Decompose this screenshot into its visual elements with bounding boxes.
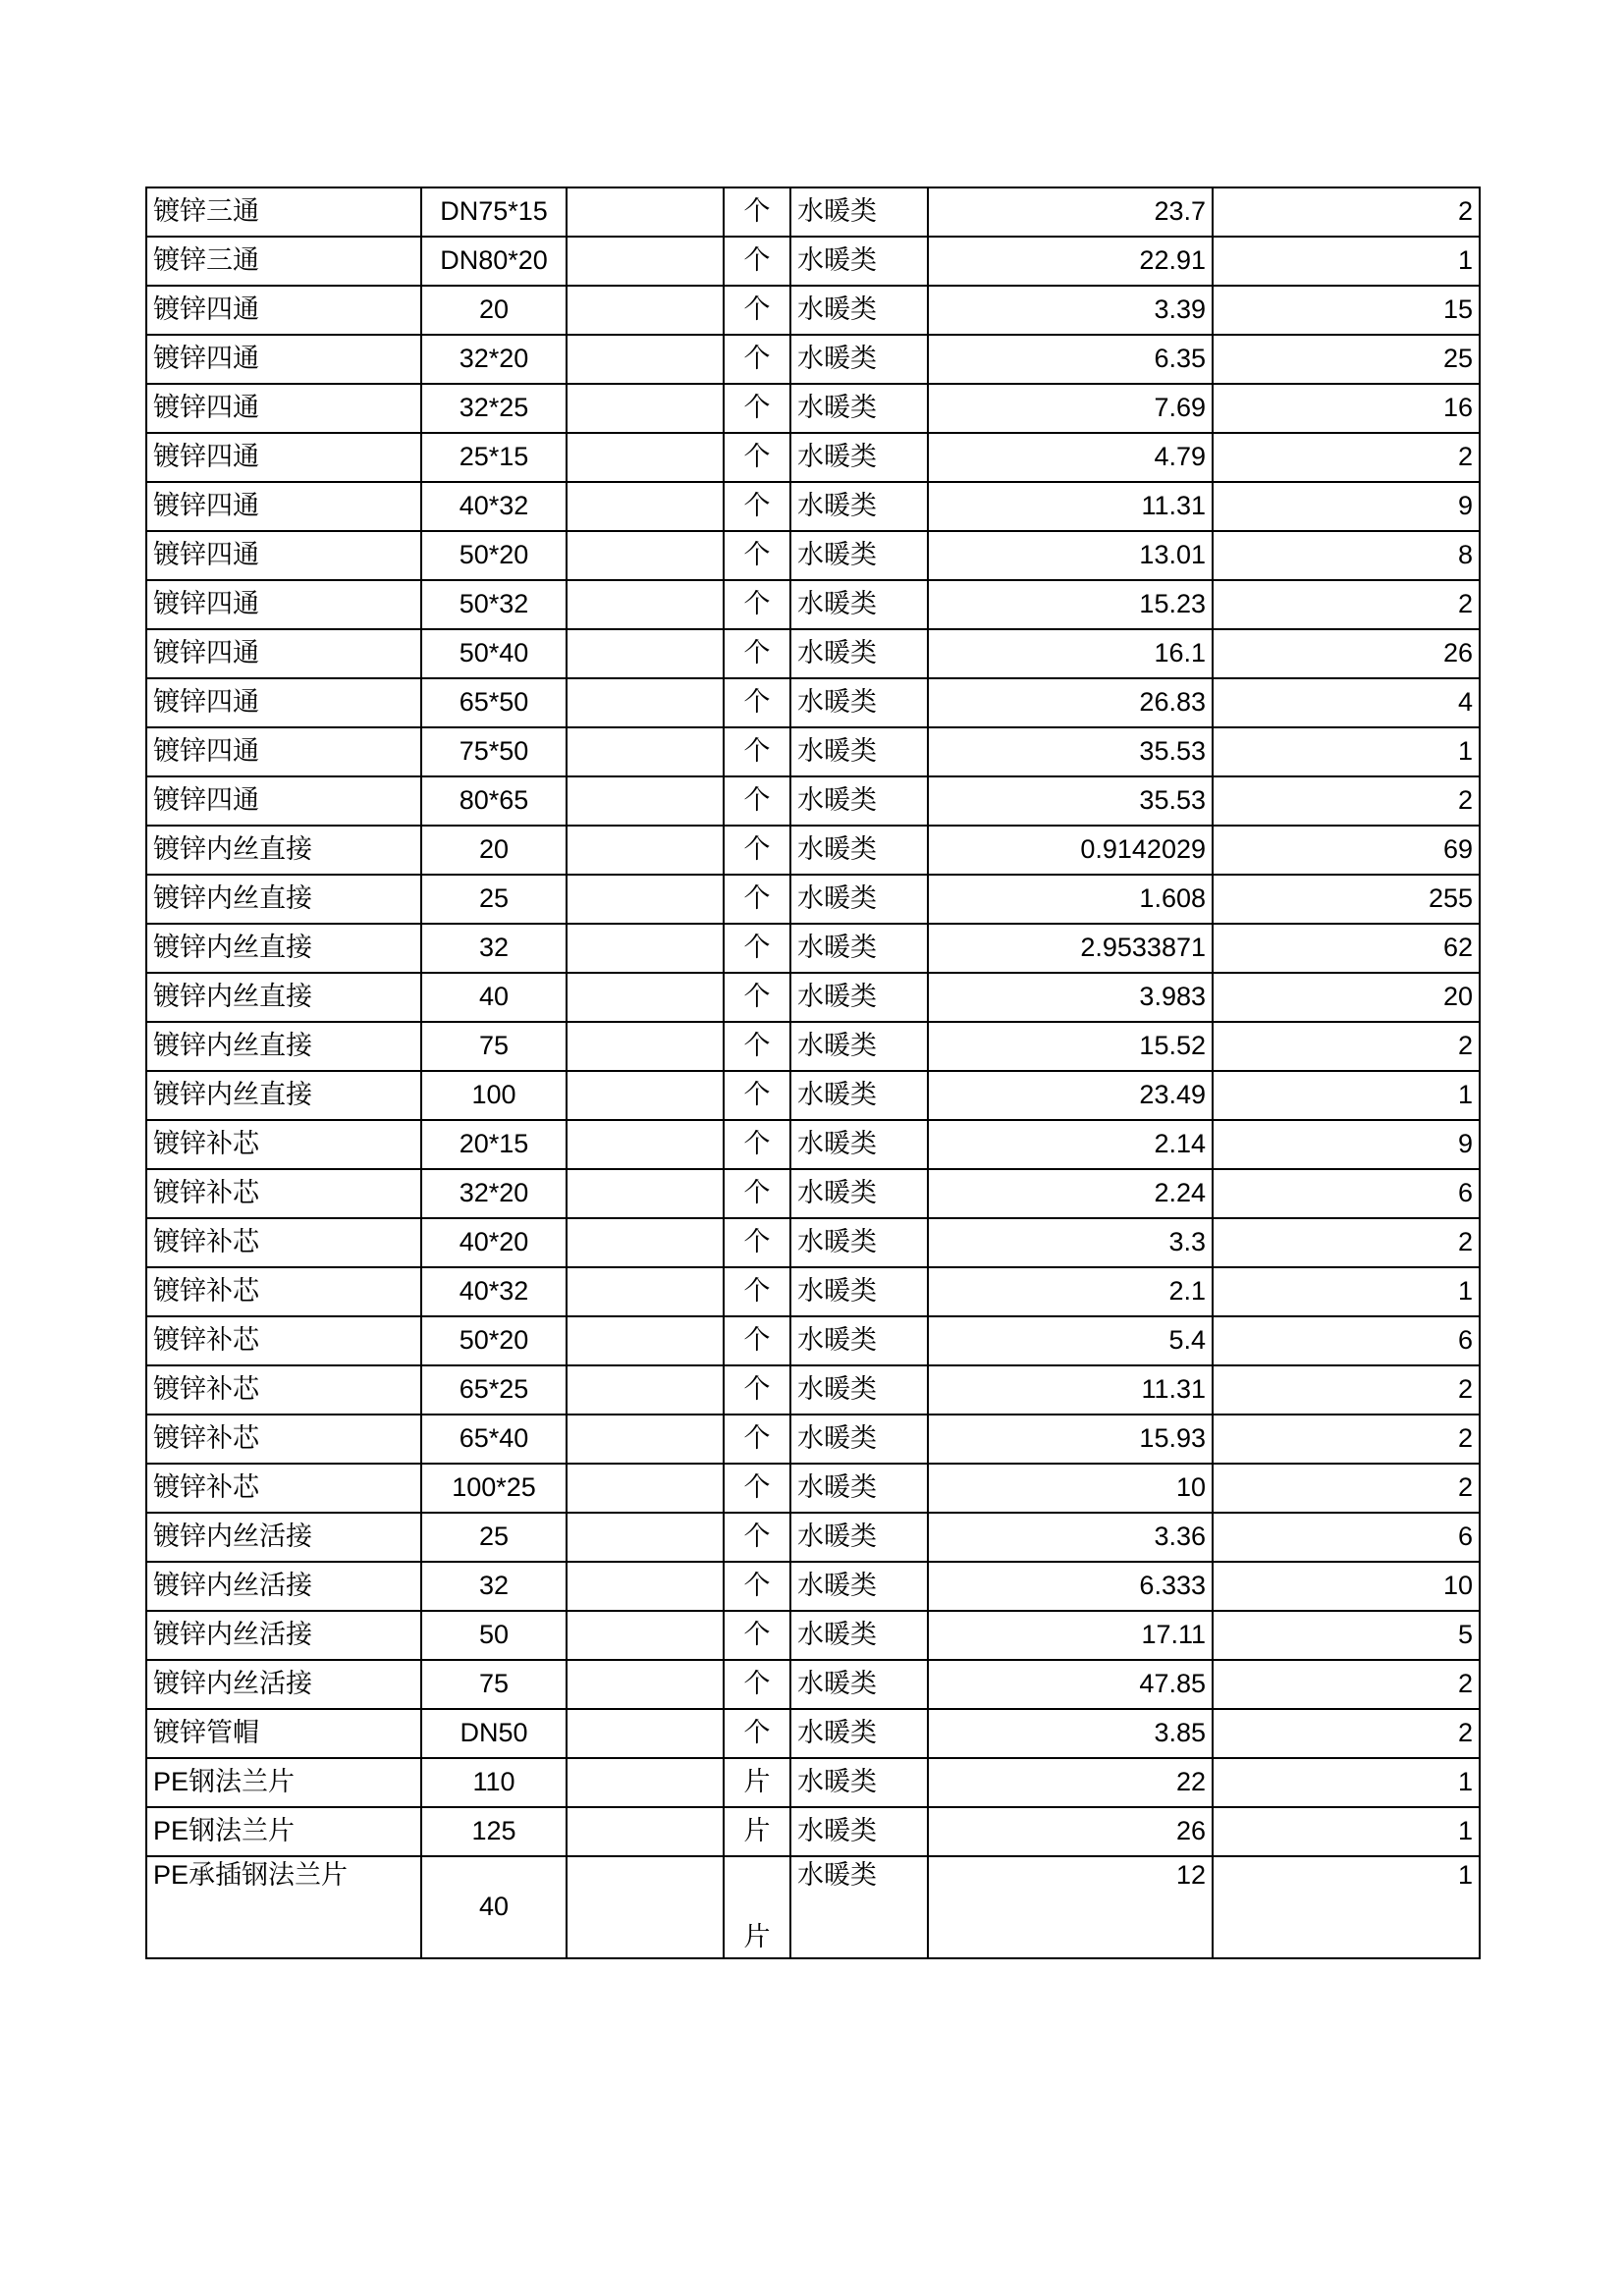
cell-spec: 40*32 xyxy=(421,482,567,531)
cell-quantity: 1 xyxy=(1213,1807,1480,1856)
cell-quantity: 62 xyxy=(1213,924,1480,973)
cell-category: 水暖类 xyxy=(790,335,928,384)
cell-item-name: 镀锌四通 xyxy=(146,286,421,335)
cell-price: 10 xyxy=(928,1464,1213,1513)
cell-spec: 75*50 xyxy=(421,727,567,776)
table-row xyxy=(146,1415,1480,1464)
table-row xyxy=(146,1022,1480,1071)
cell-spec: DN75*15 xyxy=(421,187,567,237)
cell-item-name: 镀锌内丝直接 xyxy=(146,973,421,1022)
cell-price: 47.85 xyxy=(928,1660,1213,1709)
cell-blank xyxy=(567,1120,724,1169)
cell-quantity: 9 xyxy=(1213,1120,1480,1169)
cell-category: 水暖类 xyxy=(790,727,928,776)
cell-price: 1.608 xyxy=(928,875,1213,924)
cell-blank xyxy=(567,531,724,580)
cell-blank xyxy=(567,1562,724,1611)
table-row xyxy=(146,1611,1480,1660)
cell-quantity: 2 xyxy=(1213,1660,1480,1709)
cell-blank xyxy=(567,580,724,629)
cell-spec: 50*32 xyxy=(421,580,567,629)
cell-price: 3.983 xyxy=(928,973,1213,1022)
cell-quantity: 16 xyxy=(1213,384,1480,433)
cell-item-name: PE钢法兰片 xyxy=(146,1807,421,1856)
cell-spec: 25*15 xyxy=(421,433,567,482)
cell-price: 22 xyxy=(928,1758,1213,1807)
cell-quantity: 20 xyxy=(1213,973,1480,1022)
cell-category: 水暖类 xyxy=(790,1660,928,1709)
cell-unit: 片 xyxy=(724,1856,790,1958)
cell-price: 12 xyxy=(928,1856,1213,1958)
cell-price: 13.01 xyxy=(928,531,1213,580)
cell-blank xyxy=(567,1856,724,1958)
table-row xyxy=(146,1169,1480,1218)
cell-spec: 32*20 xyxy=(421,1169,567,1218)
cell-blank xyxy=(567,1022,724,1071)
cell-quantity: 15 xyxy=(1213,286,1480,335)
cell-spec: 40 xyxy=(421,973,567,1022)
cell-item-name: 镀锌内丝活接 xyxy=(146,1562,421,1611)
table-row xyxy=(146,1562,1480,1611)
cell-category: 水暖类 xyxy=(790,1267,928,1316)
cell-category: 水暖类 xyxy=(790,678,928,727)
cell-spec: 40 xyxy=(421,1856,567,1958)
cell-price: 7.69 xyxy=(928,384,1213,433)
cell-unit: 个 xyxy=(724,286,790,335)
cell-blank xyxy=(567,924,724,973)
table-row xyxy=(146,973,1480,1022)
cell-category: 水暖类 xyxy=(790,286,928,335)
cell-price: 3.85 xyxy=(928,1709,1213,1758)
table-row xyxy=(146,1856,1480,1958)
cell-price: 6.333 xyxy=(928,1562,1213,1611)
cell-quantity: 1 xyxy=(1213,1856,1480,1958)
cell-spec: 20 xyxy=(421,826,567,875)
table-row xyxy=(146,1071,1480,1120)
cell-quantity: 6 xyxy=(1213,1316,1480,1365)
cell-unit: 个 xyxy=(724,1562,790,1611)
cell-item-name: 镀锌补芯 xyxy=(146,1464,421,1513)
cell-blank xyxy=(567,727,724,776)
cell-spec: 20*15 xyxy=(421,1120,567,1169)
cell-quantity: 5 xyxy=(1213,1611,1480,1660)
cell-category: 水暖类 xyxy=(790,1120,928,1169)
cell-quantity: 8 xyxy=(1213,531,1480,580)
cell-category: 水暖类 xyxy=(790,433,928,482)
table-row xyxy=(146,531,1480,580)
cell-category: 水暖类 xyxy=(790,973,928,1022)
cell-price: 17.11 xyxy=(928,1611,1213,1660)
cell-unit: 个 xyxy=(724,1022,790,1071)
cell-blank xyxy=(567,237,724,286)
cell-blank xyxy=(567,1758,724,1807)
cell-quantity: 6 xyxy=(1213,1169,1480,1218)
inventory-table-body xyxy=(146,187,1480,1958)
table-row xyxy=(146,335,1480,384)
cell-blank xyxy=(567,1660,724,1709)
cell-spec: 25 xyxy=(421,1513,567,1562)
table-row xyxy=(146,1464,1480,1513)
cell-price: 22.91 xyxy=(928,237,1213,286)
cell-blank xyxy=(567,187,724,237)
cell-price: 15.93 xyxy=(928,1415,1213,1464)
cell-item-name: 镀锌四通 xyxy=(146,776,421,826)
cell-unit: 个 xyxy=(724,1513,790,1562)
cell-price: 2.9533871 xyxy=(928,924,1213,973)
table-row xyxy=(146,924,1480,973)
cell-category: 水暖类 xyxy=(790,1709,928,1758)
cell-quantity: 2 xyxy=(1213,433,1480,482)
cell-unit: 个 xyxy=(724,1464,790,1513)
cell-item-name: 镀锌三通 xyxy=(146,187,421,237)
cell-unit: 个 xyxy=(724,1120,790,1169)
cell-quantity: 1 xyxy=(1213,237,1480,286)
cell-blank xyxy=(567,973,724,1022)
cell-price: 26.83 xyxy=(928,678,1213,727)
cell-blank xyxy=(567,1807,724,1856)
cell-quantity: 1 xyxy=(1213,727,1480,776)
cell-item-name: 镀锌补芯 xyxy=(146,1316,421,1365)
cell-blank xyxy=(567,384,724,433)
cell-quantity: 9 xyxy=(1213,482,1480,531)
table-row xyxy=(146,1218,1480,1267)
cell-price: 0.9142029 xyxy=(928,826,1213,875)
cell-item-name: 镀锌四通 xyxy=(146,531,421,580)
cell-unit: 个 xyxy=(724,482,790,531)
cell-spec: 65*50 xyxy=(421,678,567,727)
cell-blank xyxy=(567,776,724,826)
cell-category: 水暖类 xyxy=(790,826,928,875)
cell-spec: 65*40 xyxy=(421,1415,567,1464)
cell-unit: 个 xyxy=(724,187,790,237)
table-row xyxy=(146,187,1480,237)
table-row xyxy=(146,1365,1480,1415)
cell-price: 15.52 xyxy=(928,1022,1213,1071)
cell-spec: 50*20 xyxy=(421,531,567,580)
table-row xyxy=(146,727,1480,776)
cell-unit: 个 xyxy=(724,924,790,973)
cell-category: 水暖类 xyxy=(790,531,928,580)
cell-unit: 片 xyxy=(724,1758,790,1807)
cell-category: 水暖类 xyxy=(790,1365,928,1415)
cell-blank xyxy=(567,335,724,384)
inventory-table xyxy=(145,187,1481,1959)
cell-quantity: 6 xyxy=(1213,1513,1480,1562)
cell-category: 水暖类 xyxy=(790,875,928,924)
table-row xyxy=(146,1513,1480,1562)
cell-blank xyxy=(567,1365,724,1415)
cell-category: 水暖类 xyxy=(790,1218,928,1267)
cell-price: 23.49 xyxy=(928,1071,1213,1120)
cell-item-name: 镀锌内丝直接 xyxy=(146,1022,421,1071)
cell-price: 15.23 xyxy=(928,580,1213,629)
cell-blank xyxy=(567,678,724,727)
cell-price: 35.53 xyxy=(928,727,1213,776)
cell-spec: 40*32 xyxy=(421,1267,567,1316)
cell-spec: DN50 xyxy=(421,1709,567,1758)
cell-item-name: 镀锌补芯 xyxy=(146,1415,421,1464)
cell-spec: 32*25 xyxy=(421,384,567,433)
cell-item-name: 镀锌补芯 xyxy=(146,1218,421,1267)
table-row xyxy=(146,384,1480,433)
cell-item-name: 镀锌管帽 xyxy=(146,1709,421,1758)
cell-quantity: 1 xyxy=(1213,1758,1480,1807)
cell-item-name: 镀锌内丝活接 xyxy=(146,1513,421,1562)
cell-category: 水暖类 xyxy=(790,1513,928,1562)
cell-quantity: 2 xyxy=(1213,580,1480,629)
cell-spec: DN80*20 xyxy=(421,237,567,286)
cell-spec: 100*25 xyxy=(421,1464,567,1513)
cell-item-name: 镀锌内丝直接 xyxy=(146,875,421,924)
cell-spec: 20 xyxy=(421,286,567,335)
cell-spec: 110 xyxy=(421,1758,567,1807)
cell-category: 水暖类 xyxy=(790,1611,928,1660)
cell-category: 水暖类 xyxy=(790,580,928,629)
cell-blank xyxy=(567,629,724,678)
cell-unit: 个 xyxy=(724,433,790,482)
cell-item-name: 镀锌四通 xyxy=(146,335,421,384)
cell-blank xyxy=(567,1169,724,1218)
cell-quantity: 2 xyxy=(1213,187,1480,237)
cell-item-name: 镀锌三通 xyxy=(146,237,421,286)
cell-price: 2.1 xyxy=(928,1267,1213,1316)
cell-category: 水暖类 xyxy=(790,482,928,531)
cell-unit: 个 xyxy=(724,1267,790,1316)
cell-spec: 50*40 xyxy=(421,629,567,678)
cell-unit: 个 xyxy=(724,1709,790,1758)
cell-quantity: 2 xyxy=(1213,1415,1480,1464)
cell-blank xyxy=(567,826,724,875)
cell-price: 35.53 xyxy=(928,776,1213,826)
cell-blank xyxy=(567,1267,724,1316)
cell-price: 11.31 xyxy=(928,1365,1213,1415)
cell-unit: 个 xyxy=(724,237,790,286)
cell-blank xyxy=(567,1415,724,1464)
cell-unit: 个 xyxy=(724,580,790,629)
table-row xyxy=(146,1267,1480,1316)
cell-quantity: 1 xyxy=(1213,1267,1480,1316)
cell-quantity: 26 xyxy=(1213,629,1480,678)
cell-price: 26 xyxy=(928,1807,1213,1856)
table-row xyxy=(146,433,1480,482)
cell-category: 水暖类 xyxy=(790,237,928,286)
cell-price: 23.7 xyxy=(928,187,1213,237)
cell-unit: 个 xyxy=(724,1660,790,1709)
table-row xyxy=(146,826,1480,875)
cell-quantity: 2 xyxy=(1213,1464,1480,1513)
cell-category: 水暖类 xyxy=(790,776,928,826)
cell-spec: 50*20 xyxy=(421,1316,567,1365)
table-row xyxy=(146,1709,1480,1758)
table-row xyxy=(146,1120,1480,1169)
cell-unit: 个 xyxy=(724,727,790,776)
cell-price: 4.79 xyxy=(928,433,1213,482)
cell-category: 水暖类 xyxy=(790,187,928,237)
cell-price: 2.24 xyxy=(928,1169,1213,1218)
table-row xyxy=(146,237,1480,286)
cell-category: 水暖类 xyxy=(790,1807,928,1856)
cell-item-name: PE承插钢法兰片 xyxy=(146,1856,421,1958)
cell-unit: 个 xyxy=(724,335,790,384)
cell-spec: 125 xyxy=(421,1807,567,1856)
table-row xyxy=(146,482,1480,531)
cell-spec: 32 xyxy=(421,924,567,973)
cell-item-name: 镀锌四通 xyxy=(146,482,421,531)
cell-unit: 个 xyxy=(724,776,790,826)
table-row xyxy=(146,1807,1480,1856)
cell-quantity: 255 xyxy=(1213,875,1480,924)
cell-quantity: 10 xyxy=(1213,1562,1480,1611)
cell-unit: 个 xyxy=(724,973,790,1022)
cell-unit: 个 xyxy=(724,678,790,727)
cell-price: 11.31 xyxy=(928,482,1213,531)
cell-blank xyxy=(567,482,724,531)
cell-price: 5.4 xyxy=(928,1316,1213,1365)
cell-item-name: 镀锌补芯 xyxy=(146,1120,421,1169)
table-row xyxy=(146,875,1480,924)
cell-quantity: 2 xyxy=(1213,1022,1480,1071)
cell-item-name: 镀锌内丝直接 xyxy=(146,924,421,973)
cell-category: 水暖类 xyxy=(790,1464,928,1513)
cell-unit: 个 xyxy=(724,1218,790,1267)
cell-unit: 片 xyxy=(724,1807,790,1856)
cell-category: 水暖类 xyxy=(790,629,928,678)
cell-quantity: 2 xyxy=(1213,1365,1480,1415)
cell-item-name: 镀锌内丝直接 xyxy=(146,826,421,875)
cell-quantity: 2 xyxy=(1213,1709,1480,1758)
cell-item-name: 镀锌补芯 xyxy=(146,1267,421,1316)
table-row xyxy=(146,776,1480,826)
cell-spec: 80*65 xyxy=(421,776,567,826)
table-row xyxy=(146,1316,1480,1365)
table-row xyxy=(146,678,1480,727)
cell-unit: 个 xyxy=(724,1316,790,1365)
cell-item-name: 镀锌内丝活接 xyxy=(146,1611,421,1660)
cell-blank xyxy=(567,286,724,335)
cell-quantity: 2 xyxy=(1213,1218,1480,1267)
cell-item-name: 镀锌补芯 xyxy=(146,1365,421,1415)
cell-category: 水暖类 xyxy=(790,384,928,433)
cell-price: 2.14 xyxy=(928,1120,1213,1169)
cell-item-name: 镀锌四通 xyxy=(146,580,421,629)
cell-category: 水暖类 xyxy=(790,1415,928,1464)
cell-blank xyxy=(567,433,724,482)
cell-item-name: PE钢法兰片 xyxy=(146,1758,421,1807)
cell-spec: 75 xyxy=(421,1022,567,1071)
cell-price: 3.39 xyxy=(928,286,1213,335)
cell-item-name: 镀锌补芯 xyxy=(146,1169,421,1218)
cell-spec: 40*20 xyxy=(421,1218,567,1267)
cell-quantity: 4 xyxy=(1213,678,1480,727)
cell-unit: 个 xyxy=(724,1611,790,1660)
cell-unit: 个 xyxy=(724,1415,790,1464)
cell-item-name: 镀锌四通 xyxy=(146,384,421,433)
cell-category: 水暖类 xyxy=(790,1022,928,1071)
cell-item-name: 镀锌四通 xyxy=(146,629,421,678)
cell-price: 3.3 xyxy=(928,1218,1213,1267)
cell-category: 水暖类 xyxy=(790,924,928,973)
cell-quantity: 25 xyxy=(1213,335,1480,384)
cell-unit: 个 xyxy=(724,1169,790,1218)
cell-blank xyxy=(567,1513,724,1562)
cell-unit: 个 xyxy=(724,875,790,924)
cell-spec: 32 xyxy=(421,1562,567,1611)
cell-spec: 50 xyxy=(421,1611,567,1660)
cell-item-name: 镀锌四通 xyxy=(146,727,421,776)
cell-item-name: 镀锌四通 xyxy=(146,678,421,727)
cell-price: 6.35 xyxy=(928,335,1213,384)
cell-blank xyxy=(567,1218,724,1267)
cell-unit: 个 xyxy=(724,1365,790,1415)
cell-unit: 个 xyxy=(724,531,790,580)
cell-price: 16.1 xyxy=(928,629,1213,678)
cell-unit: 个 xyxy=(724,384,790,433)
table-row xyxy=(146,629,1480,678)
cell-quantity: 1 xyxy=(1213,1071,1480,1120)
table-row xyxy=(146,286,1480,335)
cell-category: 水暖类 xyxy=(790,1071,928,1120)
cell-spec: 75 xyxy=(421,1660,567,1709)
cell-spec: 100 xyxy=(421,1071,567,1120)
cell-item-name: 镀锌内丝活接 xyxy=(146,1660,421,1709)
cell-category: 水暖类 xyxy=(790,1562,928,1611)
table-row xyxy=(146,1660,1480,1709)
cell-category: 水暖类 xyxy=(790,1169,928,1218)
cell-blank xyxy=(567,1316,724,1365)
cell-item-name: 镀锌四通 xyxy=(146,433,421,482)
cell-category: 水暖类 xyxy=(790,1856,928,1958)
cell-unit: 个 xyxy=(724,1071,790,1120)
cell-unit: 个 xyxy=(724,826,790,875)
cell-blank xyxy=(567,875,724,924)
cell-blank xyxy=(567,1611,724,1660)
table-row xyxy=(146,580,1480,629)
cell-blank xyxy=(567,1071,724,1120)
cell-blank xyxy=(567,1709,724,1758)
cell-unit: 个 xyxy=(724,629,790,678)
cell-blank xyxy=(567,1464,724,1513)
cell-spec: 32*20 xyxy=(421,335,567,384)
cell-spec: 65*25 xyxy=(421,1365,567,1415)
cell-item-name: 镀锌内丝直接 xyxy=(146,1071,421,1120)
cell-spec: 25 xyxy=(421,875,567,924)
cell-category: 水暖类 xyxy=(790,1316,928,1365)
cell-price: 3.36 xyxy=(928,1513,1213,1562)
cell-quantity: 2 xyxy=(1213,776,1480,826)
inventory-table-container xyxy=(145,187,1479,1959)
table-row xyxy=(146,1758,1480,1807)
cell-quantity: 69 xyxy=(1213,826,1480,875)
cell-category: 水暖类 xyxy=(790,1758,928,1807)
